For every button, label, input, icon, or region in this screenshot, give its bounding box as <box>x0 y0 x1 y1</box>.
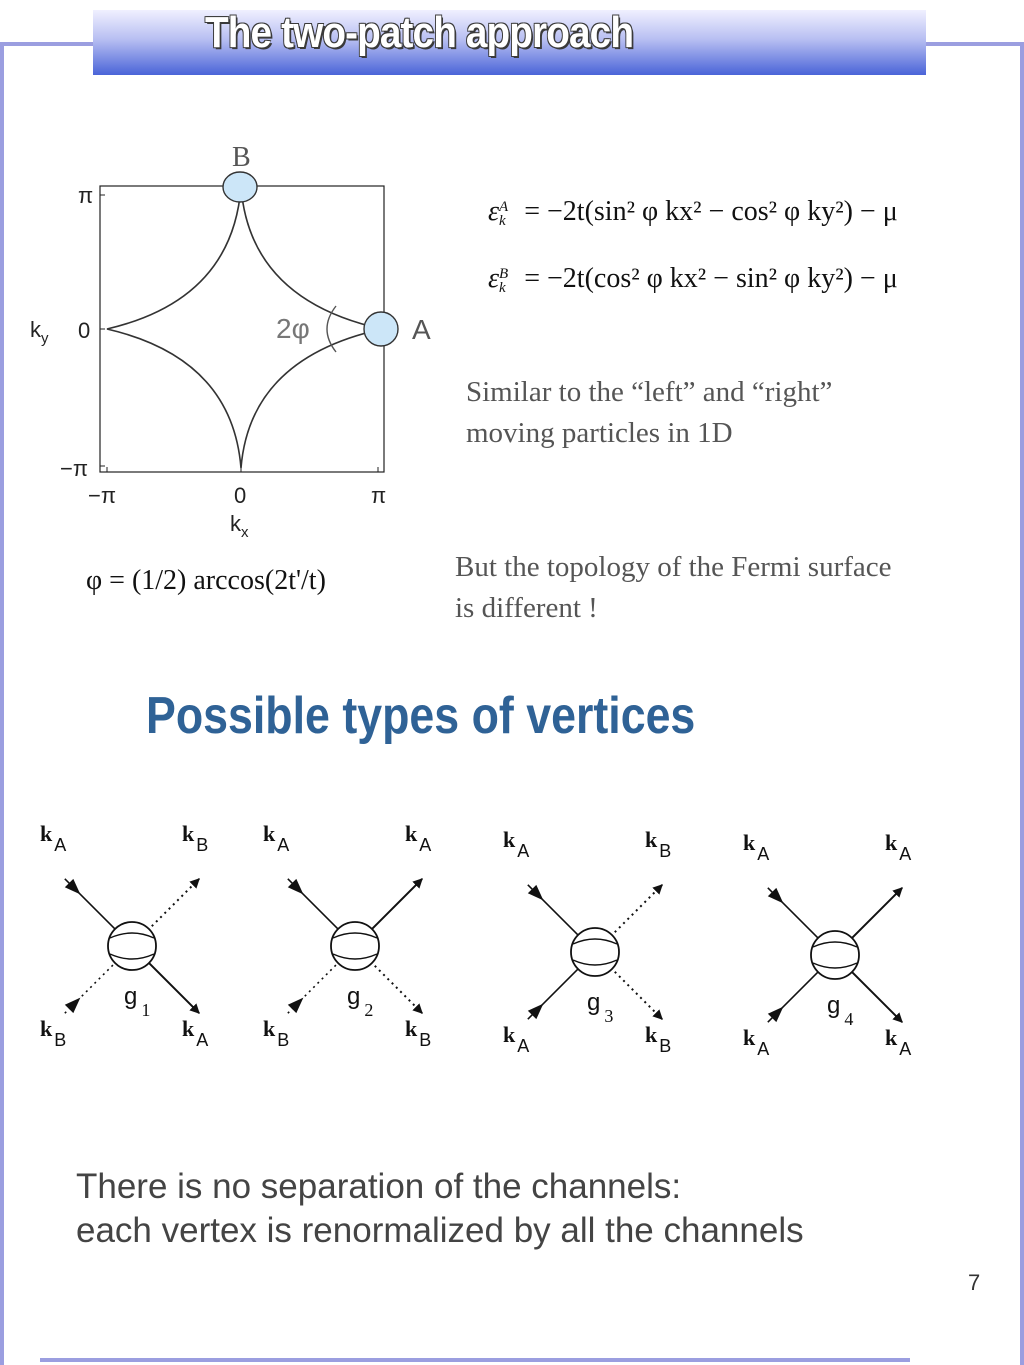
equation-eps-B: εB k = −2t(cos² φ kx² − sin² φ ky²) − μ <box>488 263 898 296</box>
vertex-2-label-in-top: k $_A$ <box>263 821 290 855</box>
vertex-diagrams <box>0 810 1024 1090</box>
equation-eps-A: εA k = −2t(sin² φ kx² − cos² φ ky²) − μ <box>488 196 898 229</box>
patch-B <box>223 172 257 202</box>
vertex-1-coupling-label: g $_1$ <box>124 983 151 1020</box>
vertex-3-label-in-top: k $_A$ <box>503 827 530 861</box>
vertex-4-label-in-top: k $_A$ <box>743 830 770 864</box>
y-axis-label: $k_y$ <box>30 317 49 347</box>
slide-frame-right <box>1020 42 1024 1365</box>
vertex-3-label-out-top: k $_B$ <box>645 827 672 861</box>
patch-label-B: B <box>232 142 251 173</box>
equation-eps-A-rhs: = −2t(sin² φ kx² − cos² φ ky²) − μ <box>524 196 898 227</box>
slide-frame-bottom <box>40 1358 910 1362</box>
note-topology-line2: is different ! <box>455 592 598 624</box>
vertex-4-leg-out-bottom <box>851 971 903 1023</box>
fermi-surface-curve <box>107 187 382 468</box>
vertex-3-circle <box>571 928 619 976</box>
note-similar-line1: Similar to the “left” and “right” <box>466 376 833 408</box>
vertex-3-leg-out-top <box>611 885 663 937</box>
conclusion-line1: There is no separation of the channels: <box>76 1167 682 1206</box>
vertex-3-label-out-bottom: k $_B$ <box>645 1022 672 1056</box>
xtick-label-minus-pi: −π <box>88 483 117 508</box>
vertex-1-leg-in-bottom-arrowhead <box>65 998 81 1014</box>
note-topology <box>455 547 892 629</box>
x-axis-label: $k_x$ <box>230 511 249 541</box>
vertex-4-label-in-bottom: k $_A$ <box>743 1025 770 1059</box>
vertex-1-label-out-bottom: k $_A$ <box>182 1016 209 1050</box>
note-similar <box>466 372 832 454</box>
angle-label: 2φ <box>276 313 310 344</box>
note-similar-line2: moving particles in 1D <box>466 417 733 449</box>
vertex-2-label-out-top: k $_A$ <box>405 821 432 855</box>
vertex-1-circle <box>108 922 156 970</box>
conclusion-line2: each vertex is renormalized by all the channels <box>76 1211 804 1250</box>
vertex-2-leg-in-bottom-arrowhead <box>288 998 304 1014</box>
ytick-label-pi: π <box>78 183 94 208</box>
ytick-label-minus-pi: −π <box>60 456 89 481</box>
vertex-3-label-in-bottom: k $_A$ <box>503 1022 530 1056</box>
fermi-surface-plot <box>0 130 431 690</box>
vertex-3-leg-out-bottom <box>611 968 663 1020</box>
vertex-4-coupling-label: g $_4$ <box>827 992 854 1029</box>
vertex-2-circle <box>331 922 379 970</box>
ytick-label-zero: 0 <box>78 318 91 343</box>
page-number: 7 <box>968 1270 981 1295</box>
vertex-4-leg-out-top <box>851 888 903 940</box>
equation-phi-definition: φ = (1/2) arccos(2t'/t) <box>86 565 326 596</box>
conclusion <box>76 1165 804 1253</box>
xtick-label-pi: π <box>371 483 387 508</box>
vertex-3-coupling-label: g $_3$ <box>587 989 614 1026</box>
xtick-label-zero: 0 <box>234 483 247 508</box>
vertex-2-label-out-bottom: k $_B$ <box>405 1016 432 1050</box>
patch-label-A: A <box>412 314 431 345</box>
vertex-1-leg-out-bottom <box>148 962 200 1014</box>
slide-title: The two-patch approach <box>205 8 634 57</box>
vertex-2-coupling-label: g $_2$ <box>347 983 374 1020</box>
vertex-1-label-in-top: k $_A$ <box>40 821 67 855</box>
vertex-4-circle <box>811 931 859 979</box>
vertex-1-leg-out-top <box>148 879 200 931</box>
patch-A <box>364 312 398 346</box>
angle-arc <box>327 306 336 352</box>
vertex-1-label-in-bottom: k $_B$ <box>40 1016 67 1050</box>
vertex-4-label-out-top: k $_A$ <box>885 830 912 864</box>
vertex-2-label-in-bottom: k $_B$ <box>263 1016 290 1050</box>
equation-eps-B-rhs: = −2t(cos² φ kx² − sin² φ ky²) − μ <box>524 263 898 294</box>
vertex-2-leg-out-bottom <box>371 962 423 1014</box>
note-topology-line1: But the topology of the Fermi surface <box>455 551 892 583</box>
vertex-2-leg-out-top <box>371 879 423 931</box>
section-subtitle: Possible types of vertices <box>146 687 696 745</box>
vertex-4-label-out-bottom: k $_A$ <box>885 1025 912 1059</box>
plot-frame <box>100 186 384 472</box>
vertex-1-label-out-top: k $_B$ <box>182 821 209 855</box>
